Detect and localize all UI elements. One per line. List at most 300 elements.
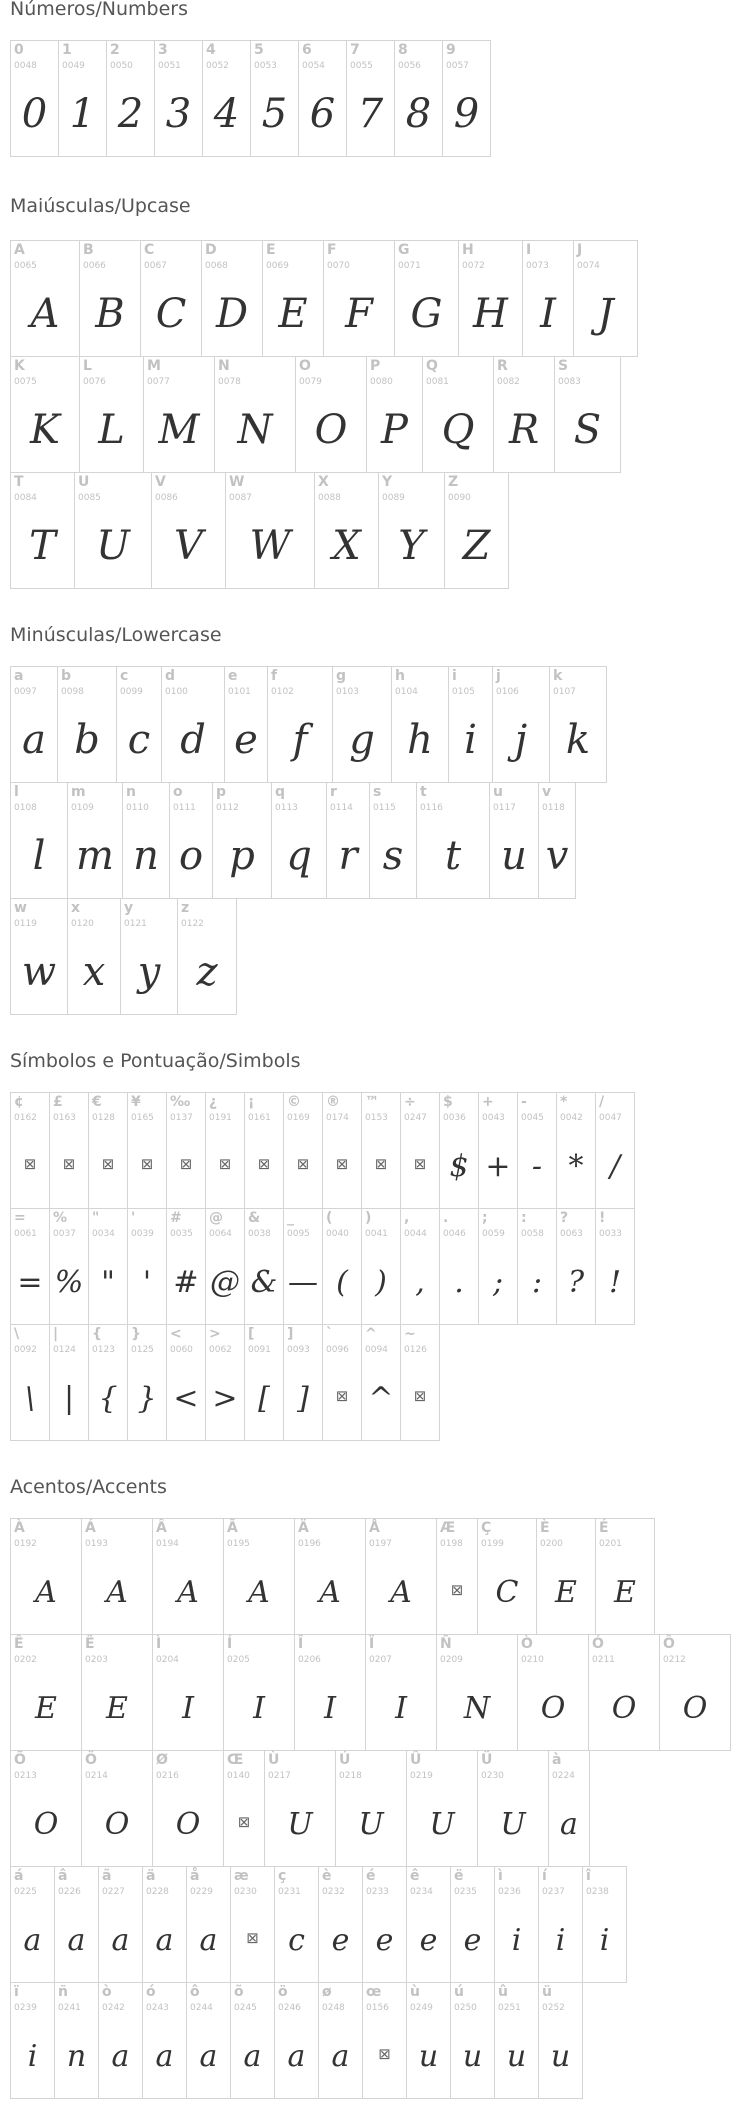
glyph-cell xyxy=(548,1750,590,1867)
missing-glyph-icon: ⊠ xyxy=(218,1155,232,1173)
glyph-cell xyxy=(450,1866,495,1983)
character-label: 8 xyxy=(398,42,408,58)
glyph-sample: < xyxy=(173,1381,199,1416)
glyph-cell xyxy=(88,1324,128,1441)
character-label: € xyxy=(92,1094,102,1110)
character-code: 0073 xyxy=(526,261,549,271)
glyph-sample: u xyxy=(550,2039,571,2074)
glyph-cell xyxy=(10,1092,50,1209)
glyph-sample: a xyxy=(560,1807,578,1842)
character-label: ö xyxy=(278,1984,288,2000)
character-code: 0062 xyxy=(209,1345,232,1355)
character-label: ® xyxy=(326,1094,340,1110)
character-code: 0088 xyxy=(318,493,341,503)
character-code: 0065 xyxy=(14,261,37,271)
character-label: < xyxy=(170,1326,182,1342)
character-code: 0033 xyxy=(599,1229,622,1239)
glyph-cell xyxy=(439,1208,479,1325)
glyph-sample: t xyxy=(444,833,462,879)
glyph-cell xyxy=(477,1750,549,1867)
glyph-cell xyxy=(538,782,576,899)
glyph-cell xyxy=(79,240,141,357)
character-code: 0113 xyxy=(275,803,298,813)
glyph-cell xyxy=(10,40,59,157)
character-label: n xyxy=(126,784,136,800)
character-label: e xyxy=(228,668,238,684)
character-code: 0090 xyxy=(448,493,471,503)
character-label: Í xyxy=(227,1636,233,1652)
character-code: 0194 xyxy=(156,1539,179,1549)
character-label: Ò xyxy=(521,1636,533,1652)
glyph-sample: U xyxy=(429,1807,455,1842)
character-code: 0205 xyxy=(227,1655,250,1665)
glyph-sample: A xyxy=(177,1575,199,1610)
glyph-cell xyxy=(444,472,509,589)
character-code: 0228 xyxy=(146,1887,169,1897)
glyph-sample: f xyxy=(292,717,308,763)
character-code: 0067 xyxy=(144,261,167,271)
character-label: å xyxy=(190,1868,200,1884)
glyph-cell xyxy=(332,666,392,783)
character-code: 0046 xyxy=(443,1229,466,1239)
glyph-sample: ) xyxy=(375,1265,387,1300)
glyph-cell xyxy=(230,1866,275,1983)
character-label: x xyxy=(71,900,81,916)
character-label: & xyxy=(248,1210,261,1226)
character-label: Q xyxy=(426,358,438,374)
glyph-cell xyxy=(271,782,327,899)
glyph-cell xyxy=(166,1324,206,1441)
glyph-cell xyxy=(127,1092,167,1209)
character-code: 0063 xyxy=(560,1229,583,1239)
glyph-cell xyxy=(214,356,296,473)
glyph-sample: / xyxy=(609,1149,621,1184)
glyph-cell xyxy=(264,1750,336,1867)
character-label: v xyxy=(542,784,552,800)
character-label: Å xyxy=(369,1520,380,1536)
glyph-sample: A xyxy=(35,1575,57,1610)
character-code: 0210 xyxy=(521,1655,544,1665)
glyph-cell xyxy=(57,666,117,783)
glyph-row xyxy=(10,1982,582,2099)
glyph-cell xyxy=(442,40,491,157)
character-code: 0091 xyxy=(248,1345,271,1355)
glyph-sample: a xyxy=(23,1923,42,1958)
glyph-sample: - xyxy=(531,1149,543,1184)
character-code: 0108 xyxy=(14,803,37,813)
character-label: X xyxy=(318,474,329,490)
character-code: 0211 xyxy=(592,1655,615,1665)
character-label: ‰ xyxy=(170,1094,191,1110)
missing-glyph-icon: ⊠ xyxy=(23,1155,37,1173)
character-label: m xyxy=(71,784,86,800)
character-label: H xyxy=(462,242,474,258)
character-code: 0050 xyxy=(110,61,133,71)
character-label: , xyxy=(404,1210,410,1226)
glyph-cell xyxy=(74,472,152,589)
glyph-cell xyxy=(244,1208,284,1325)
glyph-cell xyxy=(478,1208,518,1325)
glyph-cell xyxy=(365,1634,437,1751)
glyph-sample: h xyxy=(407,717,433,763)
character-code: 0071 xyxy=(398,261,421,271)
character-label: ! xyxy=(599,1210,606,1226)
glyph-sample: J xyxy=(597,291,614,337)
character-label: Ô xyxy=(663,1636,675,1652)
glyph-sample: w xyxy=(21,949,57,995)
character-code: 0072 xyxy=(462,261,485,271)
character-code: 0060 xyxy=(170,1345,193,1355)
character-label: Û xyxy=(410,1752,422,1768)
glyph-cell xyxy=(205,1208,245,1325)
glyph-cell xyxy=(595,1208,635,1325)
glyph-cell xyxy=(10,1208,50,1325)
glyph-cell xyxy=(10,1518,82,1635)
glyph-sample: C xyxy=(495,1575,519,1610)
glyph-cell xyxy=(295,356,367,473)
glyph-sample: A xyxy=(390,1575,412,1610)
glyph-sample: ! xyxy=(608,1265,622,1300)
character-code: 0192 xyxy=(14,1539,37,1549)
character-label: " xyxy=(92,1210,100,1226)
glyph-sample: E xyxy=(614,1575,636,1610)
glyph-sample: a xyxy=(199,2039,218,2074)
glyph-sample: # xyxy=(173,1265,199,1300)
character-code: 0056 xyxy=(398,61,421,71)
character-code: 0064 xyxy=(209,1229,232,1239)
glyph-sample: — xyxy=(288,1265,318,1300)
glyph-cell xyxy=(202,40,251,157)
character-code: 0092 xyxy=(14,1345,37,1355)
glyph-cell xyxy=(346,40,395,157)
character-code: 0111 xyxy=(173,803,196,813)
glyph-cell xyxy=(122,782,170,899)
glyph-sample: , xyxy=(415,1265,425,1300)
glyph-cell xyxy=(588,1634,660,1751)
character-code: 0124 xyxy=(53,1345,76,1355)
glyph-sample: ' xyxy=(142,1265,152,1300)
glyph-cell xyxy=(152,1750,224,1867)
character-label: ï xyxy=(14,1984,19,2000)
character-code: 0244 xyxy=(190,2003,213,2013)
glyph-sample: O xyxy=(611,1691,637,1726)
glyph-row xyxy=(10,1750,589,1867)
character-code: 0128 xyxy=(92,1113,115,1123)
character-code: 0233 xyxy=(366,1887,389,1897)
missing-glyph-icon: ⊠ xyxy=(450,1581,464,1599)
glyph-cell xyxy=(522,240,574,357)
glyph-cell xyxy=(223,1634,295,1751)
glyph-sample: W xyxy=(249,523,291,569)
character-label: _ xyxy=(287,1210,294,1226)
glyph-cell xyxy=(323,240,395,357)
glyph-sample: 9 xyxy=(453,91,480,137)
character-label: D xyxy=(205,242,217,258)
character-label: 5 xyxy=(254,42,264,58)
character-code: 0140 xyxy=(227,1771,250,1781)
character-label: ú xyxy=(454,1984,464,2000)
glyph-row xyxy=(10,666,606,783)
character-code: 0163 xyxy=(53,1113,76,1123)
glyph-sample: A xyxy=(319,1575,341,1610)
character-label: £ xyxy=(53,1094,63,1110)
character-code: 0118 xyxy=(542,803,565,813)
glyph-sample: U xyxy=(287,1807,313,1842)
character-label: œ xyxy=(366,1984,382,2000)
character-label: Á xyxy=(85,1520,96,1536)
character-code: 0120 xyxy=(71,919,94,929)
character-label: l xyxy=(14,784,19,800)
character-code: 0204 xyxy=(156,1655,179,1665)
glyph-sample: a xyxy=(67,1923,86,1958)
glyph-sample: I xyxy=(182,1691,194,1726)
glyph-sample: e xyxy=(331,1923,350,1958)
character-code: 0153 xyxy=(365,1113,388,1123)
character-code: 0230 xyxy=(481,1771,504,1781)
character-label: 3 xyxy=(158,42,168,58)
character-code: 0045 xyxy=(521,1113,544,1123)
glyph-row xyxy=(10,1324,439,1441)
character-label: Z xyxy=(448,474,459,490)
character-label: â xyxy=(58,1868,68,1884)
glyph-cell xyxy=(250,40,299,157)
character-code: 0054 xyxy=(302,61,325,71)
character-label: / xyxy=(599,1094,605,1110)
glyph-row xyxy=(10,356,620,473)
glyph-cell xyxy=(365,1518,437,1635)
character-code: 0097 xyxy=(14,687,37,697)
character-label: Ù xyxy=(268,1752,280,1768)
character-label: @ xyxy=(209,1210,223,1226)
character-label: ê xyxy=(410,1868,420,1884)
glyph-cell xyxy=(10,1982,55,2099)
glyph-sample: R xyxy=(508,407,540,453)
character-label: M xyxy=(147,358,161,374)
glyph-sample: N xyxy=(463,1691,491,1726)
character-code: 0041 xyxy=(365,1229,388,1239)
character-label: Ç xyxy=(481,1520,492,1536)
character-code: 0239 xyxy=(14,2003,37,2013)
character-code: 0237 xyxy=(542,1887,565,1897)
character-label: Æ xyxy=(440,1520,456,1536)
glyph-sample: % xyxy=(54,1265,84,1300)
character-code: 0209 xyxy=(440,1655,463,1665)
glyph-sample: O xyxy=(540,1691,566,1726)
glyph-cell xyxy=(283,1208,323,1325)
glyph-row xyxy=(10,898,236,1015)
glyph-sample: + xyxy=(485,1149,511,1184)
glyph-cell xyxy=(223,1750,265,1867)
glyph-sample: a xyxy=(22,717,46,763)
glyph-sample: v xyxy=(545,833,569,879)
glyph-sample: S xyxy=(573,407,602,453)
character-label: \ xyxy=(14,1326,20,1342)
glyph-cell xyxy=(478,1092,518,1209)
glyph-sample: z xyxy=(196,949,218,995)
character-label: ~ xyxy=(404,1326,416,1342)
glyph-cell xyxy=(400,1208,440,1325)
glyph-sample: C xyxy=(155,291,187,337)
glyph-cell xyxy=(120,898,178,1015)
section-title: Números/Numbers xyxy=(10,0,188,20)
glyph-sample: A xyxy=(248,1575,270,1610)
character-code: 0109 xyxy=(71,803,94,813)
glyph-cell xyxy=(151,472,226,589)
missing-glyph-icon: ⊠ xyxy=(179,1155,193,1173)
character-label: ) xyxy=(365,1210,372,1226)
glyph-sample: a xyxy=(287,2039,306,2074)
character-code: 0162 xyxy=(14,1113,37,1123)
missing-glyph-icon: ⊠ xyxy=(257,1155,271,1173)
glyph-cell xyxy=(10,1866,55,1983)
glyph-cell xyxy=(274,1866,319,1983)
glyph-cell xyxy=(406,1750,478,1867)
glyph-sample: u xyxy=(506,2039,527,2074)
missing-glyph-icon: ⊠ xyxy=(335,1387,349,1405)
character-label: V xyxy=(155,474,166,490)
character-label: Ë xyxy=(85,1636,95,1652)
character-label: L xyxy=(83,358,92,374)
character-label: Ü xyxy=(481,1752,493,1768)
character-code: 0077 xyxy=(147,377,170,387)
glyph-row xyxy=(10,40,490,157)
glyph-row xyxy=(10,1866,626,1983)
character-label: . xyxy=(443,1210,449,1226)
character-label: h xyxy=(395,668,405,684)
character-label: ã xyxy=(102,1868,112,1884)
glyph-sample: U xyxy=(358,1807,384,1842)
character-label: Î xyxy=(298,1636,304,1652)
glyph-cell xyxy=(230,1982,275,2099)
character-code: 0085 xyxy=(78,493,101,503)
glyph-cell xyxy=(493,356,555,473)
glyph-sample: A xyxy=(30,291,60,337)
glyph-sample: k xyxy=(565,717,591,763)
character-label: s xyxy=(373,784,382,800)
glyph-cell xyxy=(361,1324,401,1441)
glyph-cell xyxy=(489,782,539,899)
glyph-cell xyxy=(322,1092,362,1209)
character-label: ¡ xyxy=(248,1094,255,1110)
character-code: 0053 xyxy=(254,61,277,71)
glyph-sample: e xyxy=(419,1923,438,1958)
glyph-cell xyxy=(436,1634,518,1751)
character-code: 0191 xyxy=(209,1113,232,1123)
glyph-cell xyxy=(422,356,494,473)
character-code: 0229 xyxy=(190,1887,213,1897)
glyph-row xyxy=(10,782,575,899)
glyph-cell xyxy=(477,1518,537,1635)
character-code: 0250 xyxy=(454,2003,477,2013)
character-label: J xyxy=(577,242,583,258)
glyph-sample: 8 xyxy=(405,91,432,137)
missing-glyph-icon: ⊠ xyxy=(374,1155,388,1173)
glyph-sample: ( xyxy=(336,1265,348,1300)
glyph-cell xyxy=(298,40,347,157)
character-code: 0084 xyxy=(14,493,37,503)
character-label: - xyxy=(521,1094,527,1110)
glyph-sample: E xyxy=(278,291,308,337)
character-label: í xyxy=(542,1868,547,1884)
glyph-cell xyxy=(143,356,215,473)
glyph-cell xyxy=(81,1634,153,1751)
glyph-cell xyxy=(205,1324,245,1441)
character-label: : xyxy=(521,1210,527,1226)
glyph-cell xyxy=(10,782,68,899)
character-label: ÷ xyxy=(404,1094,416,1110)
character-code: 0206 xyxy=(298,1655,321,1665)
glyph-sample: O xyxy=(33,1807,59,1842)
glyph-sample: O xyxy=(682,1691,708,1726)
character-label: a xyxy=(14,668,24,684)
glyph-sample: O xyxy=(104,1807,130,1842)
glyph-cell xyxy=(81,1750,153,1867)
character-code: 0112 xyxy=(216,803,239,813)
glyph-sample: ] xyxy=(297,1381,309,1416)
glyph-cell xyxy=(88,1208,128,1325)
character-label: S xyxy=(558,358,569,374)
character-code: 0094 xyxy=(365,1345,388,1355)
glyph-sample: B xyxy=(95,291,125,337)
missing-glyph-icon: ⊠ xyxy=(413,1155,427,1173)
character-code: 0201 xyxy=(599,1539,622,1549)
glyph-sample: } xyxy=(137,1381,157,1416)
character-code: 0048 xyxy=(14,61,37,71)
character-code: 0035 xyxy=(170,1229,193,1239)
character-code: 0234 xyxy=(410,1887,433,1897)
character-label: È xyxy=(540,1520,550,1536)
character-code: 0126 xyxy=(404,1345,427,1355)
glyph-cell xyxy=(166,1208,206,1325)
character-label: Ó xyxy=(592,1636,604,1652)
character-code: 0213 xyxy=(14,1771,37,1781)
glyph-sample: a xyxy=(199,1923,218,1958)
character-code: 0216 xyxy=(156,1771,179,1781)
glyph-cell xyxy=(400,1092,440,1209)
glyph-sample: 5 xyxy=(261,91,288,137)
character-code: 0156 xyxy=(366,2003,389,2013)
character-label: É xyxy=(599,1520,609,1536)
glyph-sample: V xyxy=(174,523,203,569)
glyph-cell xyxy=(154,40,203,157)
character-code: 0219 xyxy=(410,1771,433,1781)
glyph-cell xyxy=(67,782,123,899)
glyph-cell xyxy=(10,1750,82,1867)
glyph-sample: g xyxy=(349,717,375,763)
character-code: 0038 xyxy=(248,1229,271,1239)
glyph-row xyxy=(10,1518,654,1635)
character-label: ¿ xyxy=(209,1094,218,1110)
missing-glyph-icon: ⊠ xyxy=(413,1387,427,1405)
character-code: 0197 xyxy=(369,1539,392,1549)
glyph-row xyxy=(10,1208,634,1325)
character-code: 0249 xyxy=(410,2003,433,2013)
character-label: Â xyxy=(156,1520,167,1536)
character-label: { xyxy=(92,1326,102,1342)
character-code: 0098 xyxy=(61,687,84,697)
character-label: ù xyxy=(410,1984,420,2000)
glyph-cell xyxy=(450,1982,495,2099)
character-code: 0252 xyxy=(542,2003,565,2013)
character-label: Ä xyxy=(298,1520,309,1536)
character-code: 0037 xyxy=(53,1229,76,1239)
character-code: 0047 xyxy=(599,1113,622,1123)
character-label: p xyxy=(216,784,227,800)
glyph-sample: M xyxy=(158,407,200,453)
character-code: 0122 xyxy=(181,919,204,929)
character-code: 0217 xyxy=(268,1771,291,1781)
glyph-cell xyxy=(439,1092,479,1209)
